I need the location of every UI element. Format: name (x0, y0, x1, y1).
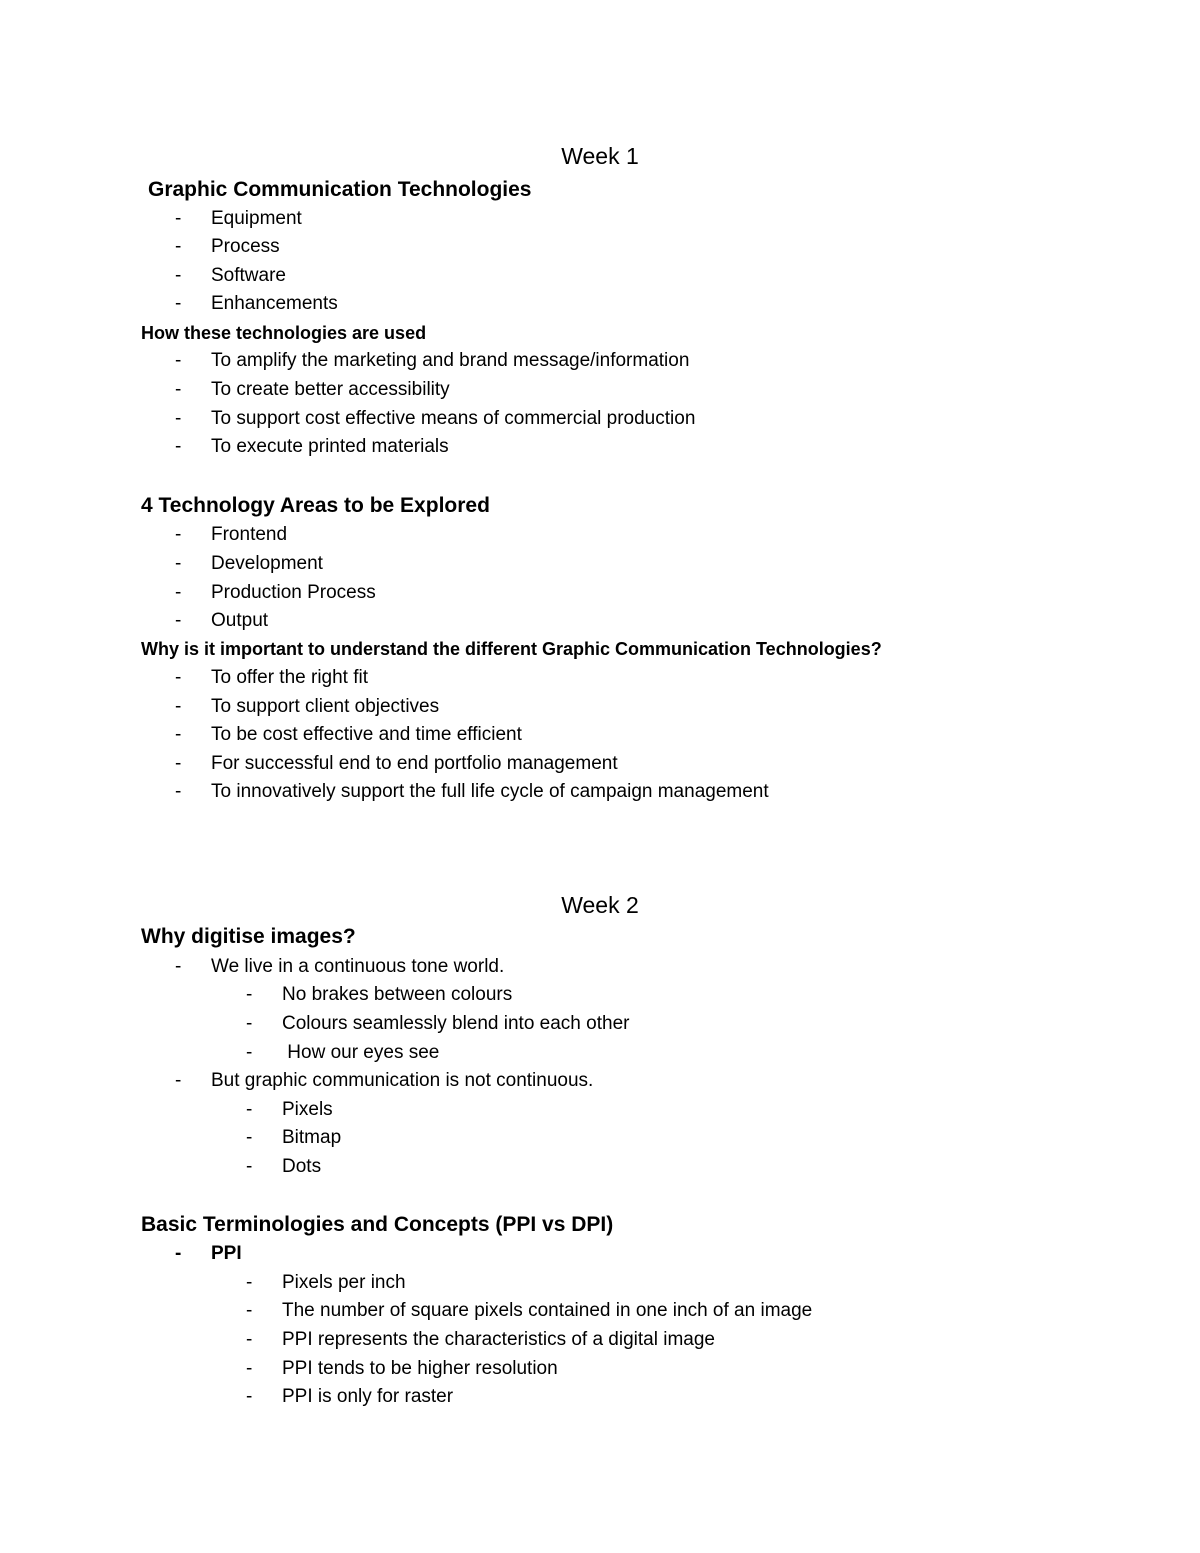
bullet-dash: - (175, 379, 182, 400)
list-item-label: Enhancements (211, 293, 338, 314)
bullet-dash: - (246, 1358, 253, 1379)
bullet-dash: - (175, 350, 182, 371)
list-item-label: To create better accessibility (211, 379, 450, 400)
bullet-dash: - (246, 1042, 253, 1063)
bullet-dash: - (175, 553, 182, 574)
list-item-label: Development (211, 553, 323, 574)
sub-list-item-label: No brakes between colours (282, 984, 513, 1005)
list-item-label: PPI (211, 1243, 242, 1264)
bullet-dash: - (246, 1300, 253, 1321)
bullet-dash: - (175, 1243, 182, 1264)
section-heading-graphic-communication: Graphic Communication Technologies (148, 178, 532, 201)
list-item-label: To be cost effective and time efficient (211, 724, 522, 745)
week1-title: Week 1 (561, 143, 639, 169)
list-item-label: Software (211, 265, 286, 286)
section-heading-why-important: Why is it important to understand the different Graphic Communication Technologies? (141, 639, 882, 659)
bullet-dash: - (246, 1329, 253, 1350)
bullet-dash: - (246, 1156, 253, 1177)
list-item-label: To execute printed materials (211, 436, 449, 457)
bullet-dash: - (175, 724, 182, 745)
sub-list-item-label: How our eyes see (282, 1042, 440, 1063)
bullet-dash: - (246, 1099, 253, 1120)
bullet-dash: - (175, 781, 182, 802)
bullet-dash: - (175, 582, 182, 603)
bullet-dash: - (175, 436, 182, 457)
bullet-dash: - (246, 1127, 253, 1148)
sub-list-item-label: PPI is only for raster (282, 1386, 454, 1407)
list-item-label: Output (211, 610, 269, 631)
list-item-label: To support cost effective means of commercial production (211, 408, 696, 429)
sub-list-item-label: Colours seamlessly blend into each other (282, 1013, 630, 1034)
bullet-dash: - (246, 1386, 253, 1407)
list-item-label: But graphic communication is not continuous. (211, 1070, 594, 1091)
section-heading-how-used: How these technologies are used (141, 323, 427, 343)
sub-list-item-label: PPI represents the characteristics of a digital image (282, 1329, 715, 1350)
sub-list-item-label: Dots (282, 1156, 322, 1177)
list-item-label: Process (211, 236, 280, 257)
bullet-dash: - (175, 667, 182, 688)
sub-list-item-label: Pixels (282, 1099, 333, 1120)
list-item-label: For successful end to end portfolio management (211, 753, 618, 774)
list-item-label: We live in a continuous tone world. (211, 956, 505, 977)
list-item-label: Equipment (211, 208, 302, 229)
sub-list-item-label: Pixels per inch (282, 1272, 406, 1293)
bullet-dash: - (175, 956, 182, 977)
bullet-dash: - (175, 524, 182, 545)
list-item-label: Frontend (211, 524, 288, 545)
week2-title: Week 2 (561, 892, 639, 918)
bullet-dash: - (175, 408, 182, 429)
bullet-dash: - (175, 753, 182, 774)
bullet-dash: - (246, 1272, 253, 1293)
sub-list-item-label: Bitmap (282, 1127, 342, 1148)
sub-list-item-label: PPI tends to be higher resolution (282, 1358, 558, 1379)
bullet-dash: - (175, 208, 182, 229)
section-heading-why-digitise: Why digitise images? (141, 925, 356, 948)
bullet-dash: - (246, 1013, 253, 1034)
section-heading-technology-areas: 4 Technology Areas to be Explored (141, 494, 490, 517)
list-item-label: To amplify the marketing and brand message/information (211, 350, 690, 371)
bullet-dash: - (175, 293, 182, 314)
list-item-label: To offer the right fit (211, 667, 369, 688)
bullet-dash: - (175, 265, 182, 286)
bullet-dash: - (175, 610, 182, 631)
bullet-dash: - (175, 236, 182, 257)
section-heading-ppi-vs-dpi: Basic Terminologies and Concepts (PPI vs DPI) (141, 1213, 614, 1236)
list-item-label: To innovatively support the full life cycle of campaign management (211, 781, 769, 802)
sub-list-item-label: The number of square pixels contained in one inch of an image (282, 1300, 813, 1321)
list-item-label: Production Process (211, 582, 376, 603)
bullet-dash: - (175, 1070, 182, 1091)
list-item-label: To support client objectives (211, 696, 440, 717)
bullet-dash: - (246, 984, 253, 1005)
bullet-dash: - (175, 696, 182, 717)
